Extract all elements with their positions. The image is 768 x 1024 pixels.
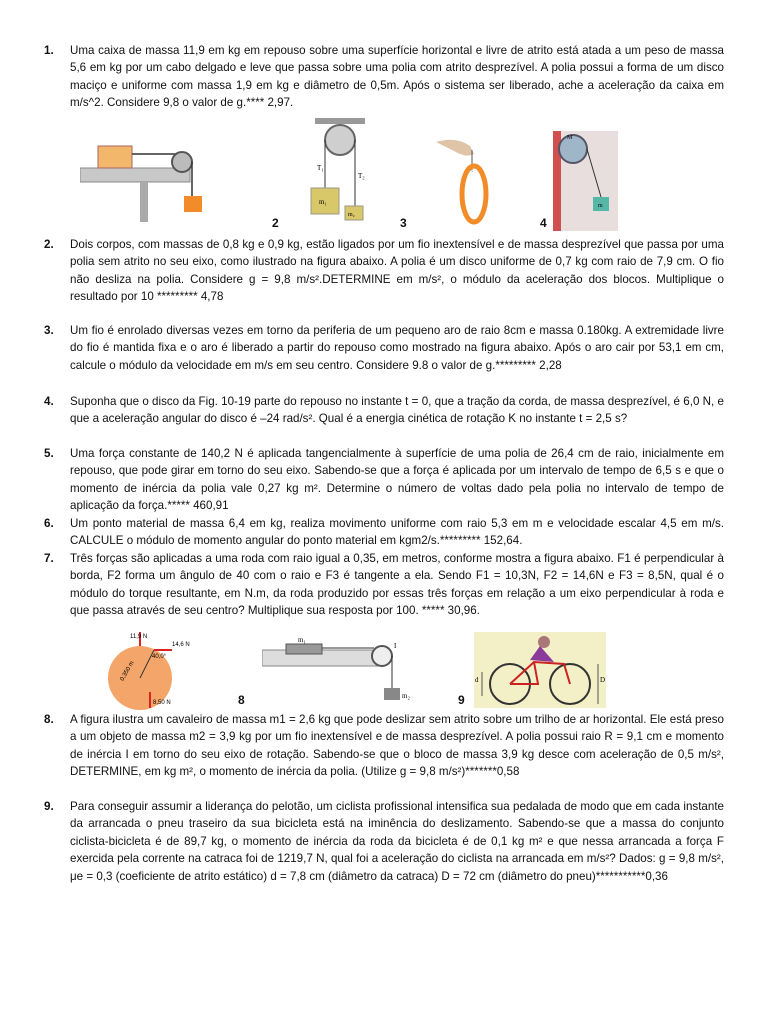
- label-m1: m₁: [298, 636, 306, 644]
- figure-label-4: 4: [540, 216, 547, 230]
- question-4: [44, 393, 724, 428]
- disk: [559, 135, 587, 163]
- question-number: 7.: [44, 552, 54, 565]
- question-text: Três forças são aplicadas a uma roda com raio igual a 0,35, em metros, conforme mostra a figura abaixo. F1 é perpendicular à borda, F2 forma um ângulo de 40 com o raio e F3 é tangente a ela. Sendo F1 = 10,3N, F2 = 14,6N e F3 = 8,5N, qual é o módulo do torque resultante, em N.m, da roda produzido por essas três forças em relação a um eixo perpendicular à roda e que passa através de seu centro? Multiplique sua resposta por 100. ***** 30,96.: [70, 552, 724, 618]
- question-number: 6.: [44, 517, 54, 530]
- label-i: I: [394, 642, 397, 650]
- label-f1: 11,9 N: [130, 634, 148, 640]
- question-3: [44, 322, 724, 374]
- question-6: [44, 515, 724, 550]
- block-m2: [384, 688, 400, 700]
- figure-cyclist-9: [474, 632, 606, 708]
- label-m: m: [598, 203, 603, 209]
- glider-m1: [286, 644, 322, 654]
- figure-hoop-3: [436, 132, 506, 227]
- label-D: D: [600, 676, 606, 684]
- question-text: Um ponto material de massa 6,4 em kg, realiza movimento uniforme com raio 5,3 em m e velocidade escalar 4,5 em m/s. CALCULE o módulo de momento angular do ponto material em kgm2/s.********* 152,64.: [70, 517, 724, 548]
- label-t2: T₂: [358, 172, 365, 180]
- figure-air-track-8: [262, 634, 420, 706]
- hanging-weight: [184, 196, 202, 212]
- ceiling: [315, 118, 365, 124]
- question-number: 4.: [44, 395, 54, 408]
- question-number: 2.: [44, 238, 54, 251]
- question-number: 3.: [44, 324, 54, 337]
- label-m2: m₂: [348, 212, 355, 218]
- figure-label-3: 3: [400, 216, 407, 230]
- question-number: 1.: [44, 44, 54, 57]
- question-5: [44, 445, 724, 515]
- box-block: [98, 146, 132, 168]
- figure-label-2: 2: [272, 216, 279, 230]
- table-top: [80, 168, 190, 182]
- question-9: [44, 798, 724, 885]
- figure-label-8: 8: [238, 693, 245, 707]
- label-angle: 40,0°: [152, 654, 167, 660]
- question-text: Dois corpos, com massas de 0,8 kg e 0,9 kg, estão ligados por um fio inextensível e de massa desprezível que passa por uma polia sem atrito no seu eixo, como ilustrado na figura abaixo. A polia é um disco uniforme de 0,7 kg com raio de 7,9 cm. O fio não desliza na polia. Considere g = 9,8 m/s².DETERMINE em m/s², o módulo da aceleração dos blocos. Multiplique o resultado por 10 ********* 4,78: [70, 238, 724, 304]
- label-f3: 8,50 N: [153, 700, 171, 706]
- rider-head: [538, 636, 550, 648]
- figure-wheel-7: [96, 630, 206, 710]
- label-t1: T₁: [317, 164, 324, 172]
- label-radius: 0,350 m: [119, 660, 136, 683]
- question-text: Suponha que o disco da Fig. 10-19 parte do repouso no instante t = 0, que a tração da corda, de massa desprezível, é 6,0 N, e que a aceleração angular do disco é –24 rad/s². Qual é a energia cinética de rotação K no instante t = 2,5 s?: [70, 395, 724, 426]
- question-number: 8.: [44, 713, 54, 726]
- question-text: Uma caixa de massa 11,9 em kg em repouso sobre uma superfície horizontal e livre de atrito está atada a um peso de massa 5,6 em kg por um cabo delgado e leve que passa sobre uma polia com atrito desprezível. A polia possui a forma de um disco maciço e uniforme com massa 1,9 em kg e diâmetro de 0,5m. Após o sistema ser liberado, ache a aceleração da caixa em m/s^2. Considere 9,8 o valor de g.**** 2,97.: [70, 44, 724, 110]
- question-8: [44, 711, 724, 781]
- hoop-inner: [466, 170, 482, 218]
- question-text: Uma força constante de 140,2 N é aplicada tangencialmente à superfície de uma polia de 26,4 cm de raio, inicialmente em repouso, que pode girar em torno do seu eixo. Sabendo-se que a força é aplicada por um intervalo de tempo de 6,5 s e que o momento de inércia da polia vale 0,27 kg m². Determine o número de voltas dado pela polia no intervalo de tempo de aplicação da força.***** 460,91: [70, 447, 724, 513]
- pulley: [325, 125, 355, 155]
- question-number: 9.: [44, 800, 54, 813]
- figure-atwood-2: [305, 118, 375, 223]
- table-leg: [140, 182, 148, 222]
- pulley: [372, 646, 392, 666]
- figure-disk-4: [553, 131, 618, 231]
- label-m1: m₁: [319, 198, 327, 206]
- question-2: [44, 236, 724, 306]
- label-d: d: [475, 676, 479, 684]
- label-f2: 14,6 N: [172, 642, 190, 648]
- question-text: A figura ilustra um cavaleiro de massa m1 = 2,6 kg que pode deslizar sem atrito sobre um trilho de ar horizontal. Ele está preso a um objeto de massa m2 = 3,9 kg por um fio inextensível e de massa desprezível. A polia possui raio R = 9,1 cm e momento de inércia I em torno do seu eixo de rotação. Sabendo-se que o bloco de massa 3,9 kg desce com aceleração de 0,5 m/s², DETERMINE, em kg m², o momento de inércia da polia. (Utilize g = 9,8 m/s²)*******0,58: [70, 713, 724, 779]
- question-1: [44, 42, 724, 112]
- label-m2: m₂: [402, 692, 410, 700]
- question-text: Um fio é enrolado diversas vezes em torno da periferia de um pequeno aro de raio 8cm e massa 0.180kg. A extremidade livre do fio é mantida fixa e o aro é liberado a partir do repouso como mostrado na figura abaixo. Após o aro cair por 53,1 em cm, calcule o módulo da velocidade em m/s em seu centro. Considere 9.8 o valor de g.********* 2,28: [70, 324, 724, 372]
- label-M: M: [567, 135, 573, 141]
- hand: [436, 140, 474, 156]
- question-7: [44, 550, 724, 620]
- figure-label-9: 9: [458, 693, 465, 707]
- question-number: 5.: [44, 447, 54, 460]
- figure-box-pulley-1: [80, 128, 210, 223]
- question-text: Para conseguir assumir a liderança do pelotão, um ciclista profissional intensifica sua pedalada de modo que em cada instante da arrancada o pneu traseiro da sua bicicleta está na iminência do deslizamento. Sabendo-se que a massa do conjunto ciclista-bicicleta é de 89,7 kg, o momento de inércia da roda da bicicleta é de 0,1 kg m² e que nessa arrancada a força F exercida pela corrente na catraca foi de 1219,7 N, qual foi a aceleração do ciclista na arrancada em m/s²? Dados: g = 9,8 m/s², μe = 0,3 (coeficiente de atrito estático) d = 7,8 cm (diâmetro da catraca) D = 72 cm (diâmetro do pneu)***********0,36: [70, 800, 724, 883]
- pulley: [172, 152, 192, 172]
